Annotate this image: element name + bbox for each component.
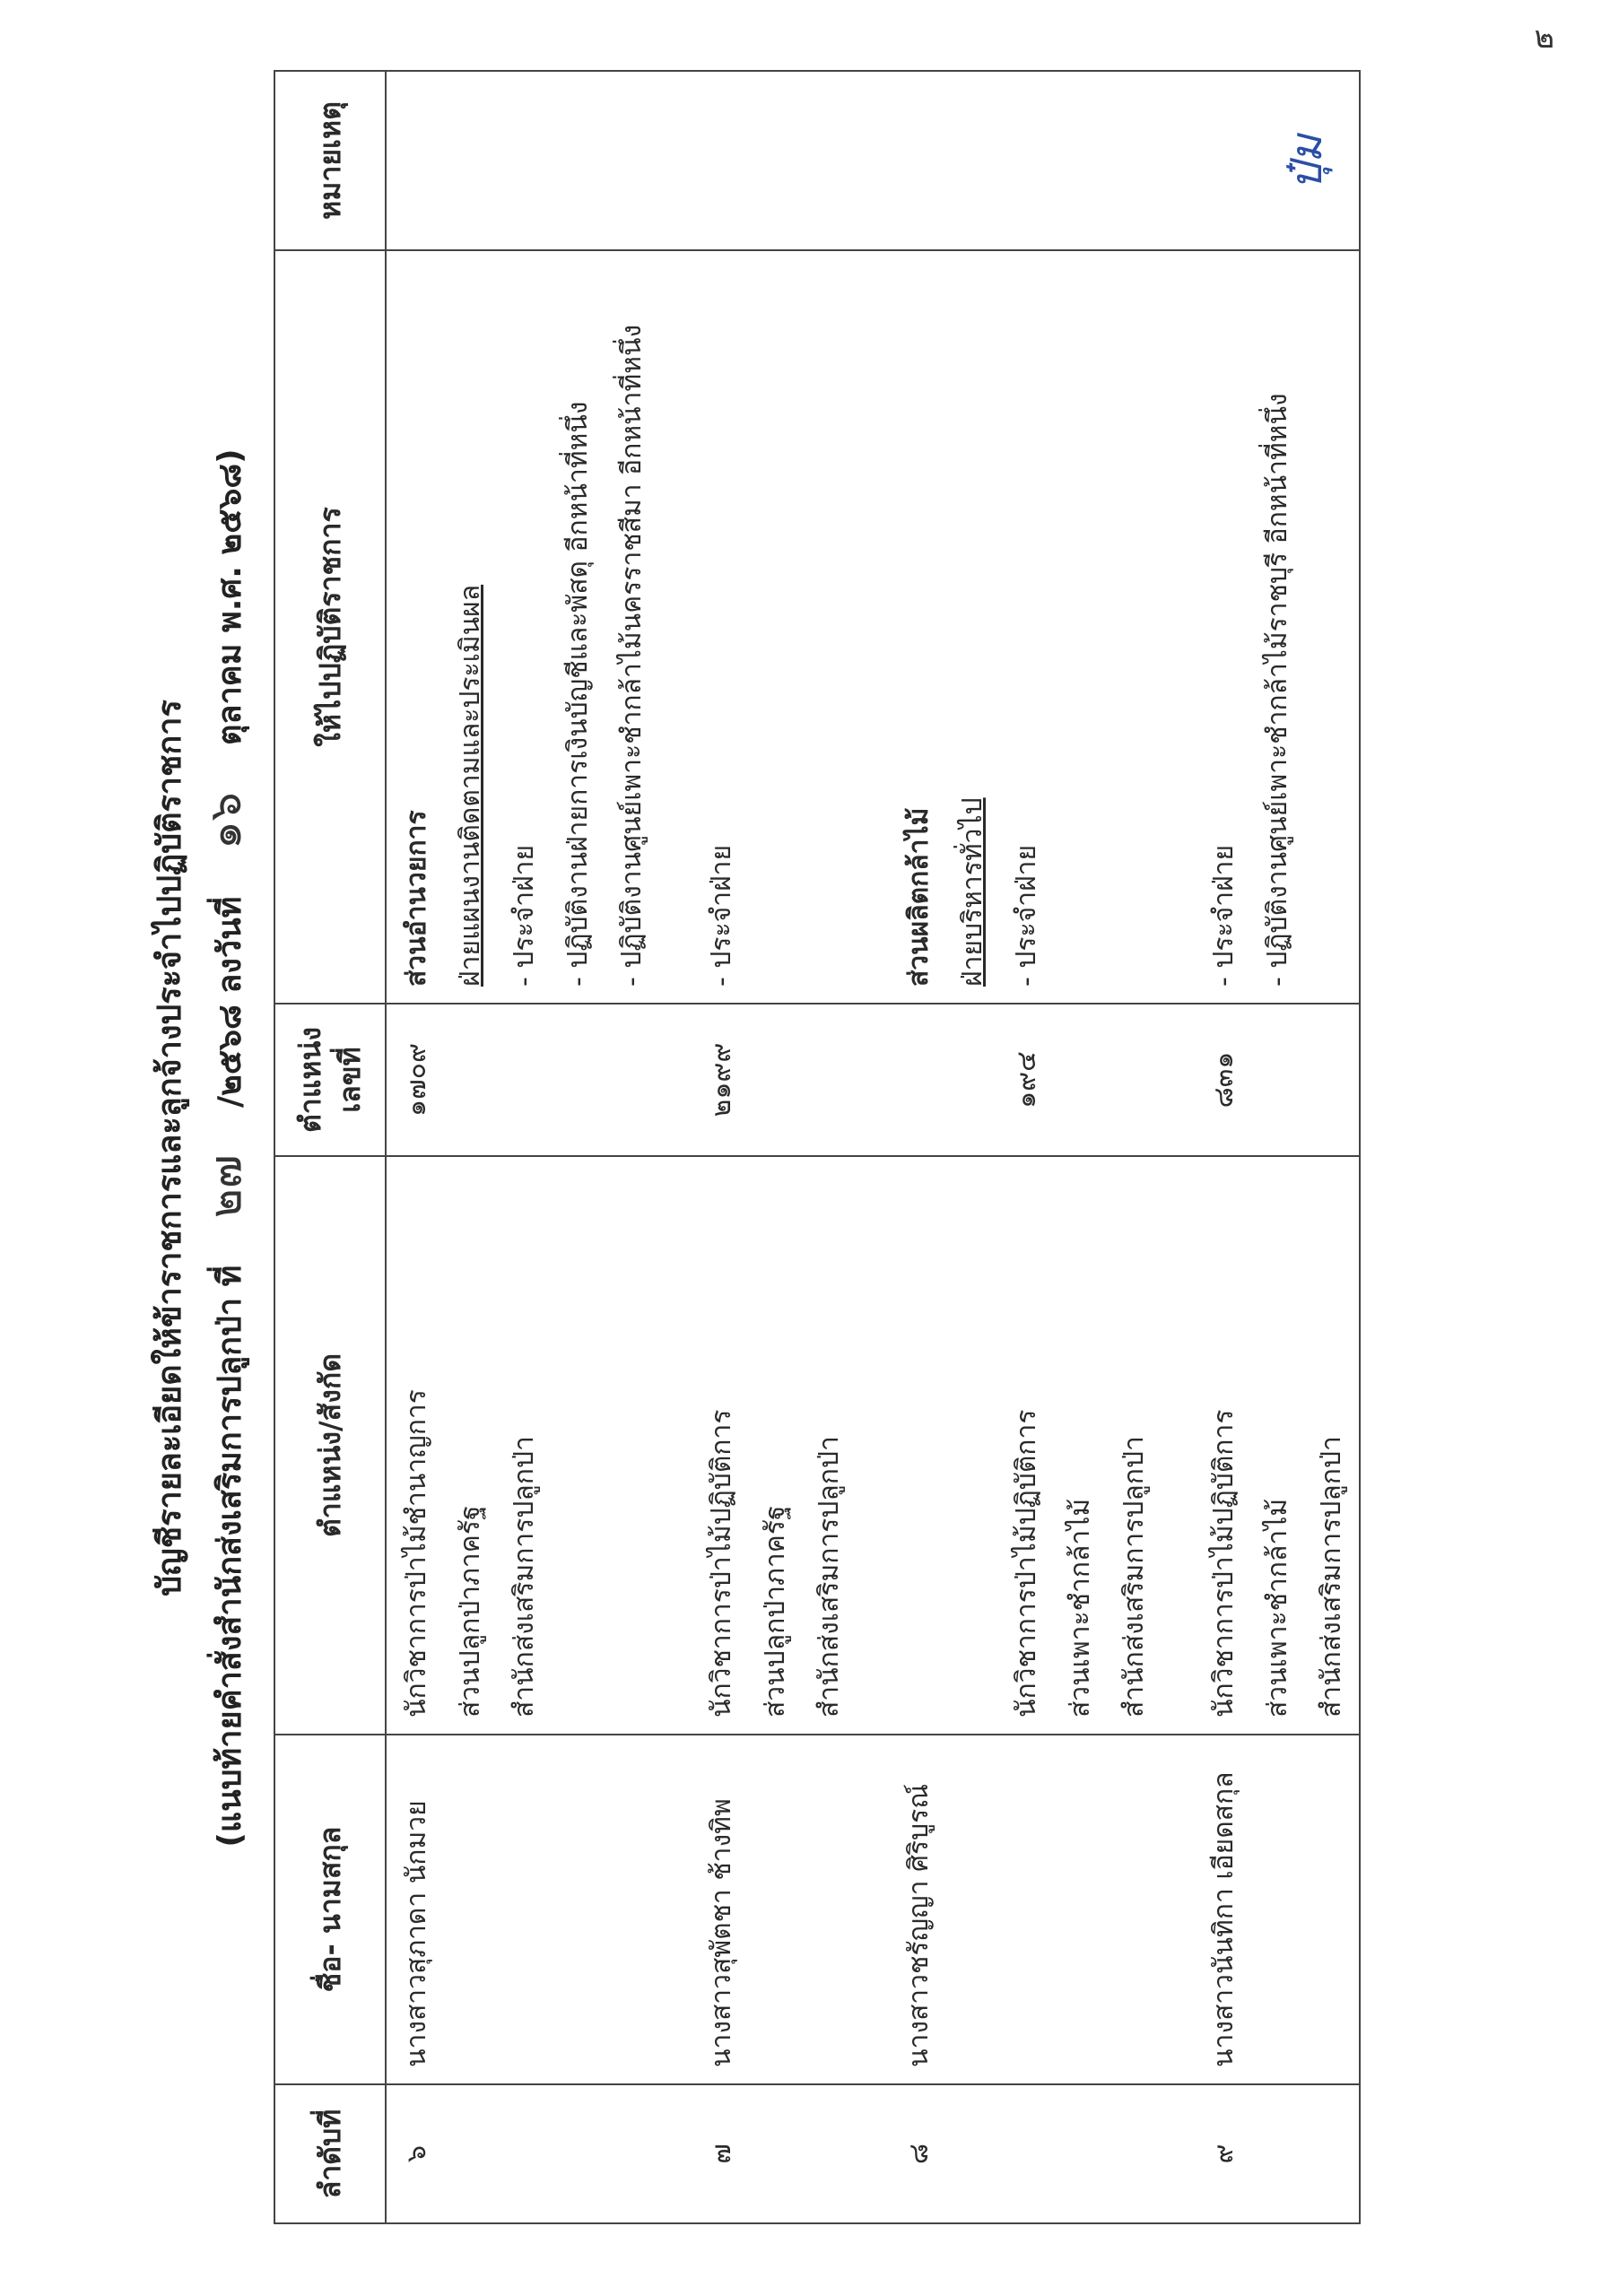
table-row-spacer	[659, 71, 695, 2223]
duty-item: - ประจำฝ่าย	[1197, 267, 1251, 987]
col-position-header: ตำแหน่ง/สังกัด	[274, 1156, 386, 1735]
cell-remark	[386, 71, 659, 250]
duty-item: - ประจำฝ่าย	[1000, 267, 1054, 987]
subtitle-suffix: ตุลาคม พ.ศ. ๒๕๖๘)	[212, 448, 248, 745]
duty-item: - ประจำฝ่าย	[498, 267, 552, 987]
cell-name: นางสาวนันทิกา เอียดสกุล	[1197, 1735, 1360, 2084]
duty-item: - ปฏิบัติงานฝ่ายการเงินบัญชีและพัสดุ อีกหน้าที่หนึ่ง	[552, 267, 605, 987]
cell-name: นางสาวสุพัตชา ช้างทิพ	[695, 1735, 857, 2084]
cell-assignment	[695, 250, 857, 1004]
cell-position	[695, 1156, 857, 1735]
position-line: นักวิชาการป่าไม้ชำนาญการ	[401, 1389, 432, 1718]
table-header-row	[274, 71, 386, 2223]
position-line: ส่วนเพาะชำกล้าไม้	[1262, 1498, 1293, 1718]
table-row	[386, 71, 659, 2223]
cell-remark	[892, 71, 1162, 250]
table-row	[1197, 71, 1360, 2223]
duty-item: - ปฏิบัติงานศูนย์เพาะชำกล้าไม้นครราชสีมา อีกหน้าที่หนึ่ง	[605, 267, 659, 987]
subtitle-mid: /๒๕๖๘ ลงวันที่	[212, 896, 248, 1109]
unit-title: ส่วนผลิตกล้าไม้	[903, 807, 935, 987]
position-line: ส่วนเพาะชำกล้าไม้	[1065, 1498, 1096, 1718]
col-posno-header: ตำแหน่งเลขที่	[274, 1004, 386, 1156]
cell-name: นางสาวชรัญญา ศิริบูรณ์	[892, 1735, 1162, 2084]
duty-item: - ปฏิบัติงานศูนย์เพาะชำกล้าไม้ราชบุรี อีกหน้าที่หนึ่ง	[1251, 267, 1305, 987]
position-line: นักวิชาการป่าไม้ปฏิบัติการ	[1011, 1409, 1042, 1718]
table-row-spacer	[857, 71, 892, 2223]
col-seq-header: ลำดับที่	[274, 2084, 386, 2223]
posno-value: ๑๙๔	[1011, 1051, 1042, 1109]
position-line: ส่วนปลูกป่าภาครัฐ	[455, 1505, 486, 1718]
cell-posno: ๒๑๙๙	[695, 1004, 857, 1156]
cell-posno: ๑๗๐๙	[386, 1004, 659, 1156]
cell-name: นางสาวสุภาดา นักมวย	[386, 1735, 659, 2084]
position-line: นักวิชาการป่าไม้ปฏิบัติการ	[1208, 1409, 1240, 1718]
table-row	[695, 71, 857, 2223]
document-subtitle	[190, 0, 261, 2296]
sub-unit: ฝ่ายแผนงานติดตามและประเมินผล	[455, 584, 486, 987]
cell-remark	[1197, 71, 1360, 250]
cell-assignment	[892, 250, 1162, 1004]
cell-assignment	[1197, 250, 1360, 1004]
position-line: สำนักส่งเสริมการปลูกป่า	[814, 1436, 845, 1718]
cell-position	[1197, 1156, 1360, 1735]
unit-title: ส่วนอำนวยการ	[401, 810, 432, 987]
col-name-header: ชื่อ- นามสกุล	[274, 1735, 386, 2084]
order-day: ๑๖	[199, 792, 251, 849]
order-number: ๒๗	[199, 1154, 251, 1219]
position-line: ส่วนปลูกป่าภาครัฐ	[760, 1505, 791, 1718]
duty-item: - ประจำฝ่าย	[695, 267, 749, 987]
cell-seq: ๖	[386, 2084, 659, 2223]
assignment-table	[274, 70, 1361, 2224]
handwritten-initial: ปุ๋ม	[1282, 135, 1332, 191]
col-assignment-header: ให้ไปปฏิบัติราชการ	[274, 250, 386, 1004]
table-row	[892, 71, 1162, 2223]
cell-remark	[695, 71, 857, 250]
col-remark-header: หมายเหตุ	[274, 71, 386, 250]
cell-seq: ๘	[892, 2084, 1162, 2223]
page-number: ๒	[1534, 20, 1554, 56]
cell-seq: ๙	[1197, 2084, 1360, 2223]
cell-seq: ๗	[695, 2084, 857, 2223]
cell-position	[386, 1156, 659, 1735]
cell-position	[892, 1156, 1162, 1735]
cell-posno: ๘๓๑	[1197, 1004, 1360, 1156]
position-line: สำนักส่งเสริมการปลูกป่า	[509, 1436, 540, 1718]
position-line: สำนักส่งเสริมการปลูกป่า	[1118, 1436, 1150, 1718]
table-row-spacer	[1162, 71, 1197, 2223]
subtitle-prefix: (แนบท้ายคำสั่งสำนักส่งเสริมการปลูกป่า ที่	[212, 1265, 248, 1848]
document-title: บัญชีรายละเอียดให้ข้าราชการและลูกจ้างประจำไปปฏิบัติราชการ	[152, 700, 188, 1596]
cell-assignment	[386, 250, 659, 1004]
position-line: สำนักส่งเสริมการปลูกป่า	[1316, 1436, 1347, 1718]
cell-posno	[892, 1004, 1162, 1156]
position-line: นักวิชาการป่าไม้ปฏิบัติการ	[706, 1409, 737, 1718]
sub-unit: ฝ่ายบริหารทั่วไป	[957, 797, 988, 987]
